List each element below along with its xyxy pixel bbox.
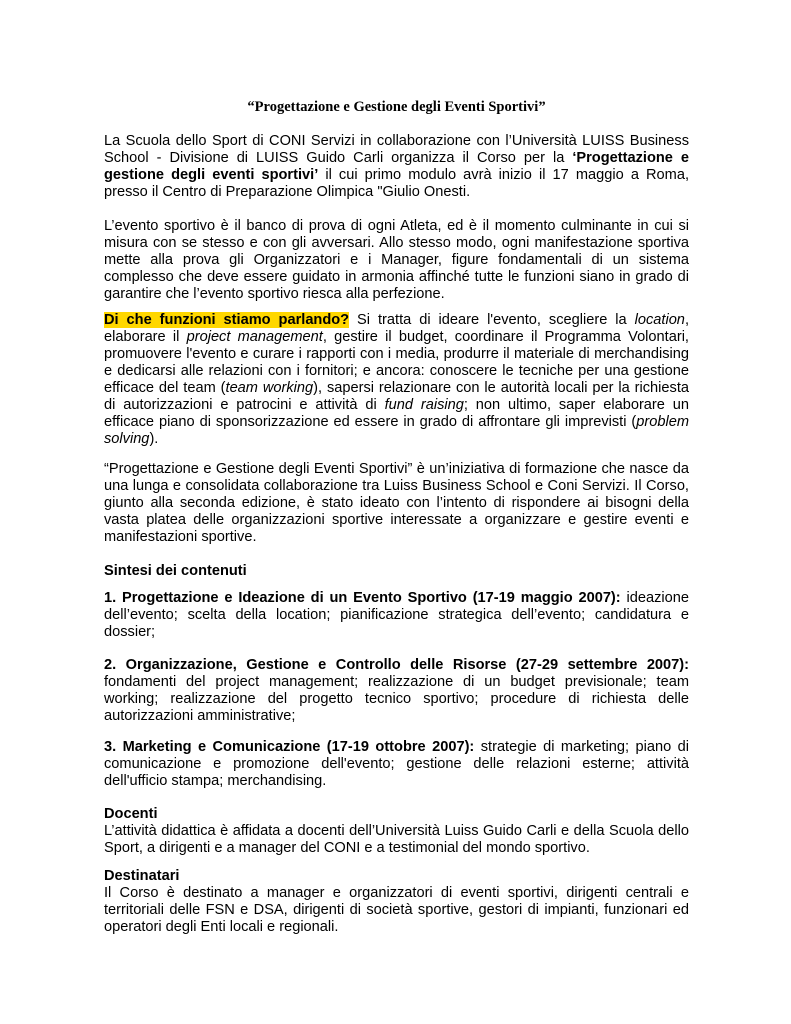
- functions-text-3: , gestire il budget, coordinare il Programma Volontari, promuovere l'evento e curare i rapporti con i media, produrre il materiale di merchandising e dedicarsi alle relazioni con i fornitori; e ancora: conoscere le tecniche per una gestione efficace del team (: [104, 329, 689, 396]
- docenti-text: L’attività didattica è affidata a docenti dell’Università Luiss Guido Carli e della Scuola dello Sport, a dirigenti e a manager del CONI e a testimonial del mondo sportivo.: [104, 823, 689, 856]
- module-1-text: ideazione dell’evento; scelta della location; pianificazione strategica dell’evento; candidatura e dossier;: [104, 590, 689, 640]
- module-2: [104, 657, 689, 725]
- initiative-paragraph: “Progettazione e Gestione degli Eventi Sportivi” è un’iniziativa di formazione che nasce da una lunga e consolidata collaborazione tra Luiss Business School e Coni Servizi. Il Corso, giunto alla seconda edizione, è stato ideato con l’intento di rispondere ai bisogni della vasta platea delle organizzazioni sportive interessate a organizzare e gestire eventi e manifestazioni sportive.: [104, 461, 689, 545]
- destinatari-text: Il Corso è destinato a manager e organizzatori di eventi sportivi, dirigenti centrali e territoriali delle FSN e DSA, dirigenti di società sportive, gestori di impianti, funzionari ed operatori degli Enti locali e regionali.: [104, 885, 689, 935]
- functions-text-6: ).: [149, 431, 159, 447]
- intro-text-end: il cui primo modulo avrà inizio il 17 maggio a Roma, presso il Centro di Preparazione Olimpica "Giulio Onesti.: [104, 167, 689, 200]
- module-3-text: strategie di marketing; piano di comunicazione e promozione dell'evento; gestione delle relazioni esterne; attività dell'ufficio stampa; merchandising.: [104, 739, 689, 789]
- highlighted-question: Di che funzioni stiamo parlando?: [104, 312, 350, 328]
- term-team-working: team working: [225, 380, 314, 396]
- module-2-heading: 2. Organizzazione, Gestione e Controllo delle Risorse (27-29 settembre 2007):: [104, 657, 689, 673]
- module-3-heading: 3. Marketing e Comunicazione (17-19 ottobre 2007):: [104, 739, 475, 755]
- event-paragraph: L’evento sportivo è il banco di prova di ogni Atleta, ed è il momento culminante in cui si misura con se stesso e con gli avversari. Allo stesso modo, ogni manifestazione sportiva mette alla prova gli Organizzatori e i Manager, figure fondamentali di un sistema complesso che deve essere guidato in armonia affinché tutte le funzioni siano in grado di garantire che l’evento sportivo riesca alla perfezione.: [104, 218, 689, 302]
- course-name-bold: ‘Progettazione e gestione degli eventi sportivi’: [104, 150, 690, 183]
- term-problem-solving: problem solving: [104, 414, 689, 447]
- document-title: “Progettazione e Gestione degli Eventi Sportivi”: [247, 99, 546, 115]
- term-project-management: project management: [186, 329, 323, 345]
- functions-text-2: , elaborare il: [104, 312, 689, 345]
- docenti-heading: Docenti: [104, 806, 158, 822]
- term-location: location: [634, 312, 685, 328]
- module-2-text: fondamenti del project management; realizzazione di un budget previsionale; team working; realizzazione del progetto tecnico sportivo; procedure di richiesta delle autorizzazioni amministrative;: [104, 674, 689, 724]
- module-3: [104, 739, 689, 790]
- term-fund-raising: fund raising: [384, 397, 464, 413]
- functions-paragraph: [104, 312, 689, 448]
- functions-text-4: ), sapersi relazionare con le autorità locali per la richiesta di autorizzazioni e patrocini e attività di: [104, 380, 690, 413]
- module-1-heading: 1. Progettazione e Ideazione di un Evento Sportivo (17-19 maggio 2007):: [104, 590, 621, 606]
- module-1: [104, 590, 689, 641]
- destinatari-heading: Destinatari: [104, 868, 180, 884]
- functions-text-1: Si tratta di ideare l'evento, scegliere la: [349, 312, 635, 328]
- intro-text-start: La Scuola dello Sport di CONI Servizi in collaborazione con l’Università LUISS Business School - Divisione di LUISS Guido Carli organizza il Corso per la: [104, 133, 689, 166]
- intro-paragraph: [104, 133, 689, 201]
- sintesi-heading: Sintesi dei contenuti: [104, 563, 247, 579]
- functions-text-5: ; non ultimo, saper elaborare un efficace piano di sponsorizzazione ed essere in grado di affrontare gli imprevisti (: [104, 397, 690, 430]
